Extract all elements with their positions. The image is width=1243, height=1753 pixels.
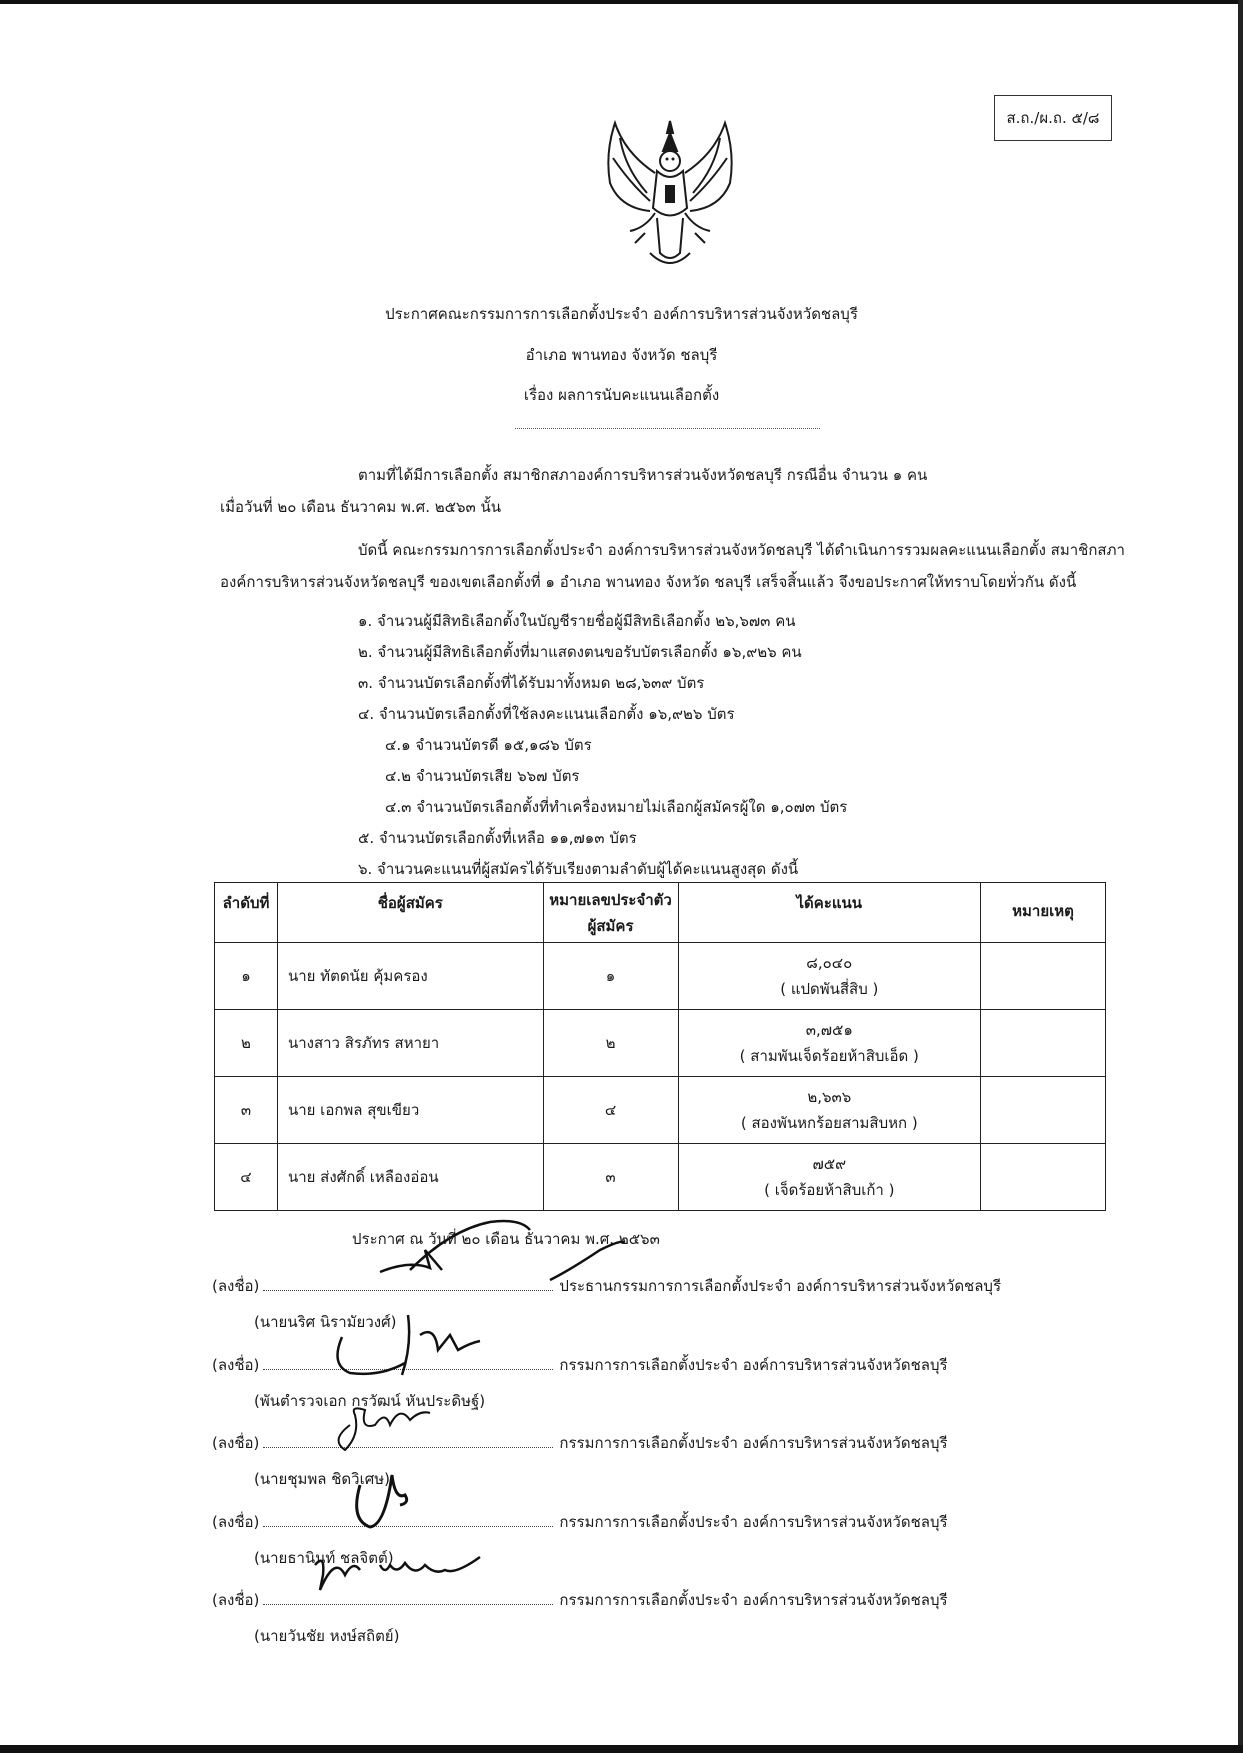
header-line-1: ประกาศคณะกรรมการการเลือกตั้งประจำ องค์การบริหารส่วนจังหวัดชลบุรี: [385, 305, 858, 323]
signatory-name: (พันตำรวจเอก กรวัฒน์ หันประดิษฐ์): [254, 1392, 486, 1410]
table-row: [215, 1077, 1106, 1144]
row-name: นาย ส่งศักดิ์ เหลืองอ่อน: [277, 1144, 543, 1211]
header-rank: ลำดับที่: [215, 883, 278, 943]
header-remark: หมายเหตุ: [981, 883, 1106, 943]
form-code-box: ส.ถ./ผ.ถ. ๕/๘: [994, 95, 1112, 141]
item-4-3: ๔.๓ จำนวนบัตรเลือกตั้งที่ทำเครื่องหมายไม่เลือกผู้สมัครผู้ใด ๑,๐๗๓ บัตร: [385, 798, 848, 816]
row-number: ๑: [543, 943, 678, 1010]
row-remark: [981, 943, 1106, 1010]
header-score: ได้คะแนน: [678, 883, 981, 943]
row-remark: [981, 1144, 1106, 1211]
garuda-emblem-icon: [595, 113, 745, 273]
header-number: [543, 883, 678, 943]
intro-p2-line2: องค์การบริหารส่วนจังหวัดชลบุรี ของเขตเลือกตั้งที่ ๑ อำเภอ พานทอง จังหวัด ชลบุรี เสร็จสิ้นแล้ว จึงขอประกาศให้ทราบโดยทั่วกัน ดังนี้: [220, 573, 1077, 591]
row-number: ๔: [543, 1077, 678, 1144]
intro-p2-line1: บัดนี้ คณะกรรมการการเลือกตั้งประจำ องค์การบริหารส่วนจังหวัดชลบุรี ได้ดำเนินการรวมผลคะแนนเลือกตั้ง สมาชิกสภา: [358, 541, 1125, 559]
row-score-words: ( แปดพันสี่สิบ ): [780, 980, 879, 998]
row-remark: [981, 1077, 1106, 1144]
scan-edge-top: [0, 0, 1243, 4]
row-rank: ๔: [215, 1144, 278, 1211]
item-6: ๖. จำนวนคะแนนที่ผู้สมัครได้รับเรียงตามลำดับผู้ได้คะแนนสูงสุด ดังนี้: [358, 860, 799, 878]
signature-role: กรรมการการเลือกตั้งประจำ องค์การบริหารส่วนจังหวัดชลบุรี: [559, 1356, 948, 1374]
handwritten-signature-1: [370, 1210, 630, 1300]
signature-prefix: (ลงชื่อ): [212, 1434, 260, 1452]
signature-line: [212, 1510, 948, 1534]
scan-edge-bottom: [0, 1745, 1243, 1753]
header-number-line1: หมายเลขประจำตัว: [549, 891, 672, 909]
header-line-2: อำเภอ พานทอง จังหวัด ชลบุรี: [525, 346, 718, 364]
table-row: [215, 1144, 1106, 1211]
handwritten-signature-5: [305, 1545, 485, 1600]
handwritten-signature-4: [350, 1465, 420, 1535]
signature-prefix: (ลงชื่อ): [212, 1513, 260, 1531]
row-score-words: ( เจ็ดร้อยห้าสิบเก้า ): [764, 1181, 895, 1199]
row-rank: ๓: [215, 1077, 278, 1144]
signature-role: กรรมการการเลือกตั้งประจำ องค์การบริหารส่วนจังหวัดชลบุรี: [559, 1434, 948, 1452]
row-number: ๒: [543, 1010, 678, 1077]
announce-date: ประกาศ ณ วันที่ ๒๐ เดือน ธันวาคม พ.ศ. ๒๕๖๓: [352, 1230, 660, 1248]
row-score: [678, 1077, 981, 1144]
intro-p1-line1: ตามที่ได้มีการเลือกตั้ง สมาชิกสภาองค์การบริหารส่วนจังหวัดชลบุรี กรณีอื่น จำนวน ๑ คน: [358, 466, 928, 484]
item-4-2: ๔.๒ จำนวนบัตรเสีย ๖๖๗ บัตร: [385, 767, 580, 785]
row-rank: ๑: [215, 943, 278, 1010]
row-name: นาย ทัตดนัย คุ้มครอง: [277, 943, 543, 1010]
row-rank: ๒: [215, 1010, 278, 1077]
row-score-words: ( สองพันหกร้อยสามสิบหก ): [740, 1114, 918, 1132]
scan-edge-right: [1238, 0, 1243, 1753]
table-header-row: [215, 883, 1106, 943]
item-4-1: ๔.๑ จำนวนบัตรดี ๑๕,๑๘๖ บัตร: [385, 736, 592, 754]
row-score: [678, 1144, 981, 1211]
table-row: [215, 1010, 1106, 1077]
row-number: ๓: [543, 1144, 678, 1211]
results-table: [214, 882, 1106, 1211]
row-score: [678, 943, 981, 1010]
header-name: ชื่อผู้สมัคร: [277, 883, 543, 943]
row-name: นางสาว สิรภัทร สหายา: [277, 1010, 543, 1077]
item-2: ๒. จำนวนผู้มีสิทธิเลือกตั้งที่มาแสดงตนขอรับบัตรเลือกตั้ง ๑๖,๙๒๖ คน: [358, 643, 802, 661]
row-score-number: ๒,๖๓๖: [807, 1088, 852, 1106]
header-dotted-rule: [515, 428, 820, 429]
row-name: นาย เอกพล สุขเขียว: [277, 1077, 543, 1144]
signatory-name: (นายธานินท์ ชลจิตต์): [254, 1549, 394, 1567]
header-subject: เรื่อง ผลการนับคะแนนเลือกตั้ง: [523, 386, 720, 404]
signature-role: กรรมการการเลือกตั้งประจำ องค์การบริหารส่วนจังหวัดชลบุรี: [559, 1591, 948, 1609]
signature-role: ประธานกรรมการการเลือกตั้งประจำ องค์การบริหารส่วนจังหวัดชลบุรี: [559, 1277, 1002, 1295]
signature-prefix: (ลงชื่อ): [212, 1356, 260, 1374]
item-4: ๔. จำนวนบัตรเลือกตั้งที่ใช้ลงคะแนนเลือกตั้ง ๑๖,๙๒๖ บัตร: [358, 705, 735, 723]
signatory-name: (นายชุมพล ชิดวิเศษ): [254, 1470, 390, 1488]
row-score: [678, 1010, 981, 1077]
row-remark: [981, 1010, 1106, 1077]
table-row: [215, 943, 1106, 1010]
row-score-number: ๗๕๙: [812, 1155, 847, 1173]
signature-role: กรรมการการเลือกตั้งประจำ องค์การบริหารส่วนจังหวัดชลบุรี: [559, 1513, 948, 1531]
signature-prefix: (ลงชื่อ): [212, 1277, 260, 1295]
row-score-number: ๓,๗๕๑: [805, 1021, 853, 1039]
signatory-name: (นายนริศ นิรามัยวงศ์): [254, 1313, 397, 1331]
row-score-words: ( สามพันเจ็ดร้อยห้าสิบเอ็ด ): [739, 1047, 919, 1065]
signatory-name: (นายวันชัย หงษ์สถิตย์): [254, 1627, 400, 1645]
signature-prefix: (ลงชื่อ): [212, 1591, 260, 1609]
item-5: ๕. จำนวนบัตรเลือกตั้งที่เหลือ ๑๑,๗๑๓ บัตร: [358, 829, 637, 847]
handwritten-signature-3: [330, 1395, 440, 1455]
intro-p1-line2: เมื่อวันที่ ๒๐ เดือน ธันวาคม พ.ศ. ๒๕๖๓ นั้น: [220, 498, 502, 516]
header-number-line2: ผู้สมัคร: [587, 917, 634, 935]
item-1: ๑. จำนวนผู้มีสิทธิเลือกตั้งในบัญชีรายชื่อผู้มีสิทธิเลือกตั้ง ๒๖,๖๗๓ คน: [358, 612, 796, 630]
row-score-number: ๘,๐๔๐: [806, 954, 853, 972]
signature-line: [212, 1431, 948, 1455]
item-3: ๓. จำนวนบัตรเลือกตั้งที่ได้รับมาทั้งหมด ๒๘,๖๓๙ บัตร: [358, 674, 705, 692]
handwritten-signature-2: [320, 1305, 500, 1385]
